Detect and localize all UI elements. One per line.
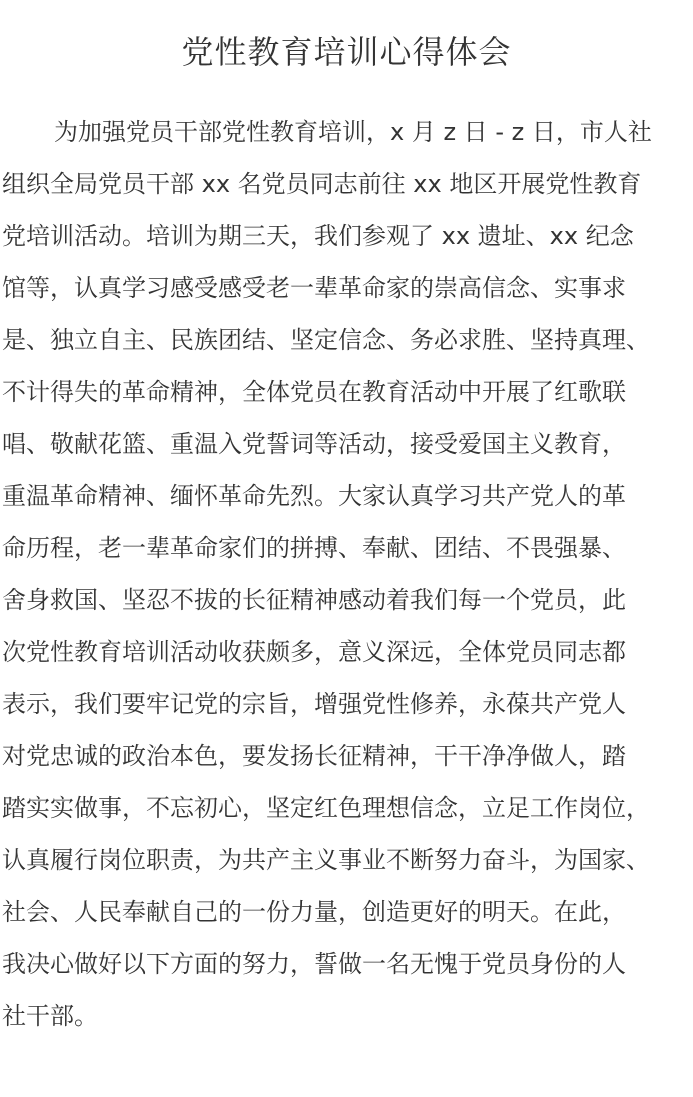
body-line: 不计得失的革命精神，全体党员在教育活动中开展了红歌联 [2, 378, 626, 406]
body-line: 舍身救国、坚忍不拔的长征精神感动着我们每一个党员，此 [2, 586, 626, 614]
body-line: 命历程，老一辈革命家们的拼搏、奉献、团结、不畏强暴、 [2, 534, 626, 562]
body-line: 组织全局党员干部 xx 名党员同志前往 xx 地区开展党性教育 [2, 170, 642, 198]
body-line: 是、独立自主、民族团结、坚定信念、务必求胜、坚持真理、 [2, 326, 650, 354]
document-body [2, 106, 692, 1042]
body-line: 馆等，认真学习感受感受老一辈革命家的崇高信念、实事求 [2, 274, 626, 302]
body-line: 表示，我们要牢记党的宗旨，增强党性修养，永葆共产党人 [2, 690, 626, 718]
body-line: 社干部。 [2, 1002, 98, 1030]
body-line: 重温革命精神、缅怀革命先烈。大家认真学习共产党人的革 [2, 482, 626, 510]
body-line: 党培训活动。培训为期三天，我们参观了 xx 遗址、xx 纪念 [2, 222, 634, 250]
body-line: 次党性教育培训活动收获颇多，意义深远，全体党员同志都 [2, 638, 626, 666]
body-line: 踏实实做事，不忘初心，坚定红色理想信念，立足工作岗位， [2, 794, 650, 822]
body-line: 社会、人民奉献自己的一份力量，创造更好的明天。在此， [2, 898, 626, 926]
body-line: 对党忠诚的政治本色，要发扬长征精神，干干净净做人，踏 [2, 742, 626, 770]
document-title: 党性教育培训心得体会 [181, 33, 512, 71]
body-line: 为加强党员干部党性教育培训，x 月 z 日 - z 日，市人社 [54, 118, 652, 146]
body-line: 唱、敬献花篮、重温入党誓词等活动，接受爱国主义教育， [2, 430, 626, 458]
body-line: 我决心做好以下方面的努力，誓做一名无愧于党员身份的人 [2, 950, 626, 978]
body-line: 认真履行岗位职责，为共产主义事业不断努力奋斗，为国家、 [2, 846, 650, 874]
